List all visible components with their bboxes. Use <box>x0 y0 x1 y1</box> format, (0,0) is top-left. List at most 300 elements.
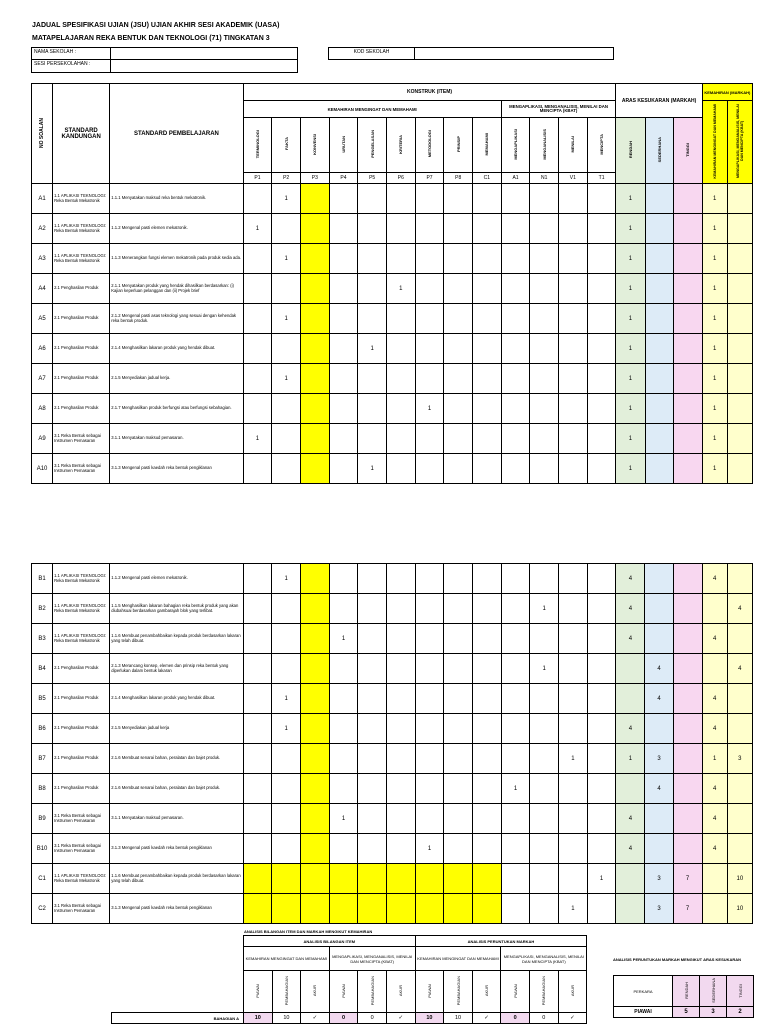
construct-cell <box>301 774 330 804</box>
aras-rendah-cell <box>616 774 645 804</box>
construct-cell <box>559 564 588 594</box>
aras-sederhana-cell <box>645 214 673 244</box>
construct-cell <box>473 834 502 864</box>
construct-cell <box>444 334 473 364</box>
aras-col-label: TINGGI <box>685 142 691 157</box>
construct-cell <box>301 654 330 684</box>
standard-kandungan-cell: 2.1 Penghasilan Produk <box>53 274 110 304</box>
standard-kandungan-cell: 1.1 APLIKASI TEKNOLOGI: Reka Bentuk Mekatronik <box>53 624 110 654</box>
construct-cell <box>530 864 559 894</box>
construct-cell <box>473 864 502 894</box>
construct-cell <box>272 274 301 304</box>
construct-cell <box>415 774 444 804</box>
construct-cell <box>387 834 416 864</box>
construct-cell <box>587 654 616 684</box>
question-number: B9 <box>32 804 53 834</box>
construct-cell <box>358 684 387 714</box>
table-row <box>32 864 753 894</box>
construct-cell <box>530 454 559 484</box>
construct-cell <box>387 804 416 834</box>
kemahiran-col-header <box>702 101 727 184</box>
construct-cell <box>501 714 530 744</box>
construct-cell <box>387 454 416 484</box>
aras-rendah-cell: 4 <box>616 594 645 624</box>
table-row <box>32 274 753 304</box>
construct-cell <box>501 334 530 364</box>
construct-cell <box>587 454 616 484</box>
kemahiran-kbat-cell <box>727 184 752 214</box>
standard-kandungan-cell: 2.1 Penghasilan Produk <box>53 334 110 364</box>
table-row <box>32 184 753 214</box>
kemahiran-lots-cell: 4 <box>702 564 727 594</box>
analysis-sub-header <box>272 971 301 1013</box>
construct-cell <box>300 424 329 454</box>
construct-cell <box>358 804 387 834</box>
standard-kandungan-cell: 2.1 Penghasilan Produk <box>53 714 110 744</box>
standard-kandungan-cell: 1.1 APLIKASI TEKNOLOGI: Reka Bentuk Mekatronik <box>53 594 110 624</box>
difficulty-analysis-table <box>613 975 754 1018</box>
construct-cell: 1 <box>358 334 387 364</box>
piawai-rendah: 5 <box>673 1007 700 1018</box>
construct-code: T1 <box>587 173 616 184</box>
analysis-value: 0 <box>358 1013 387 1024</box>
construct-cell <box>300 304 329 334</box>
construct-label: PRINSIP <box>455 135 461 152</box>
table-row <box>32 834 753 864</box>
analysis-sub-header <box>444 971 473 1013</box>
construct-cell <box>301 564 330 594</box>
construct-cell <box>415 304 444 334</box>
construct-cell <box>243 364 272 394</box>
standard-kandungan-cell: 1.1 APLIKASI TEKNOLOGI: Reka Bentuk Mekatronik <box>53 564 110 594</box>
school-code-field[interactable] <box>416 48 613 59</box>
table-row <box>32 394 753 424</box>
standard-kandungan-cell: 3.1 Reka Bentuk sebagai Instrumen Pemasaran <box>53 424 110 454</box>
construct-label: METODOLOGI <box>427 130 432 158</box>
aras-sederhana-cell <box>645 424 673 454</box>
aras-rendah-cell: 1 <box>616 184 645 214</box>
construct-cell <box>501 304 530 334</box>
perkara-header: PERKARA <box>614 976 673 1007</box>
construct-header <box>358 118 387 173</box>
construct-cell <box>243 244 272 274</box>
construct-cell <box>559 394 588 424</box>
aras-sederhana-cell <box>645 454 673 484</box>
piawai-tinggi: 2 <box>727 1007 754 1018</box>
construct-cell <box>473 804 502 834</box>
question-number: A7 <box>32 364 53 394</box>
aras-tinggi-cell <box>673 594 702 624</box>
construct-cell <box>587 744 616 774</box>
construct-header <box>587 118 616 173</box>
standard-pembelajaran-cell: 2.1.6 Membuat senarai bahan, peralatan dan bajet produk. <box>110 774 243 804</box>
aras-tinggi-cell <box>673 394 702 424</box>
construct-cell: 1 <box>272 304 301 334</box>
construct-code: P4 <box>329 173 358 184</box>
construct-cell: 1 <box>329 624 358 654</box>
construct-cell <box>444 244 473 274</box>
aras-tinggi-cell <box>673 834 702 864</box>
construct-cell <box>444 424 473 454</box>
kemahiran-col-label: MENGAPLIKASI, MENGANALISIS, MENILAI DAN MENCIPTA (KBAT) <box>735 104 744 178</box>
analysis-sub-header <box>530 971 559 1013</box>
kemahiran-kbat-cell <box>727 714 752 744</box>
construct-cell <box>272 774 301 804</box>
construct-cell <box>358 894 387 924</box>
construct-cell <box>415 894 444 924</box>
construct-cell <box>358 244 387 274</box>
construct-cell <box>272 894 301 924</box>
construct-cell <box>444 364 473 394</box>
construct-cell: 1 <box>243 214 272 244</box>
analysis-sub-label: PEMBAHAGIAN <box>283 976 289 1006</box>
construct-cell <box>530 244 559 274</box>
construct-cell <box>587 394 616 424</box>
table-row <box>32 624 753 654</box>
construct-cell <box>243 624 272 654</box>
construct-cell <box>243 864 272 894</box>
construct-cell <box>358 654 387 684</box>
construct-cell <box>329 334 358 364</box>
mark-kbat-header: MENGAPLIKASI, MENGANALISIS, MENILAI DAN MENCIPTA (KBAT) <box>501 947 587 971</box>
kemahiran-lots-cell: 1 <box>702 394 727 424</box>
construct-cell <box>559 864 588 894</box>
aras-col-label: RENDAH <box>627 140 633 159</box>
construct-cell <box>473 214 502 244</box>
construct-label: MENGANALISIS <box>541 128 547 160</box>
construct-cell <box>473 274 502 304</box>
construct-cell <box>473 594 502 624</box>
construct-cell <box>444 624 473 654</box>
standard-pembelajaran-header: STANDARD PEMBELAJARAN <box>110 84 243 184</box>
construct-cell <box>415 334 444 364</box>
aras-rendah-cell: 1 <box>616 244 645 274</box>
construct-cell <box>530 214 559 244</box>
construct-cell: 1 <box>587 864 616 894</box>
construct-cell <box>587 274 616 304</box>
construct-cell <box>272 394 301 424</box>
construct-cell <box>587 684 616 714</box>
analysis-sub-label: PEMBAHAGIAN <box>455 976 461 1006</box>
construct-cell: 1 <box>387 274 416 304</box>
construct-cell <box>272 804 301 834</box>
construct-cell <box>587 834 616 864</box>
aras-tinggi-cell <box>673 304 702 334</box>
table-row <box>32 364 753 394</box>
construct-cell <box>559 684 588 714</box>
construct-cell <box>530 774 559 804</box>
construct-cell <box>358 304 387 334</box>
construct-cell <box>444 894 473 924</box>
aras-tinggi-cell <box>673 804 702 834</box>
aras-tinggi-cell: 7 <box>673 864 702 894</box>
kemahiran-lots-cell: 1 <box>702 214 727 244</box>
session-label: SESI PERSEKOLAHAN : <box>32 60 111 72</box>
aras-rendah-cell: 4 <box>616 714 645 744</box>
construct-label: URUTAN <box>340 135 346 153</box>
construct-cell <box>473 894 502 924</box>
kemahiran-lots-cell: 4 <box>702 834 727 864</box>
construct-label: TERMINOLOGI <box>254 129 260 159</box>
standard-kandungan-header: STANDARD KANDUNGAN <box>53 84 110 184</box>
question-number: B10 <box>32 834 53 864</box>
construct-cell <box>501 804 530 834</box>
construct-code: N1 <box>530 173 559 184</box>
aras-sederhana-cell <box>645 624 673 654</box>
construct-cell <box>473 334 502 364</box>
aras-sederhana-cell: 4 <box>645 684 673 714</box>
construct-cell <box>473 364 502 394</box>
construct-code: P7 <box>415 173 444 184</box>
construct-cell <box>473 714 502 744</box>
construct-cell <box>587 714 616 744</box>
standard-kandungan-cell: 1.1 APLIKASI TEKNOLOGI: Reka Bentuk Mekatronik <box>53 184 110 214</box>
construct-cell <box>301 594 330 624</box>
construct-cell <box>501 894 530 924</box>
construct-cell <box>387 394 416 424</box>
construct-cell: 1 <box>559 894 588 924</box>
skill-analysis-table <box>111 935 587 1024</box>
construct-cell <box>501 684 530 714</box>
construct-cell <box>272 334 301 364</box>
table-row <box>32 804 753 834</box>
analysis-sub-header <box>415 971 444 1013</box>
analysis-sub-label: AKUR <box>398 985 404 997</box>
aras-tinggi-cell <box>673 624 702 654</box>
construct-cell <box>301 744 330 774</box>
analysis-value: 10 <box>272 1013 301 1024</box>
question-number: A3 <box>32 244 53 274</box>
construct-cell <box>415 594 444 624</box>
construct-cell <box>243 774 272 804</box>
construct-cell: 1 <box>530 654 559 684</box>
construct-cell <box>415 364 444 394</box>
construct-cell <box>501 834 530 864</box>
construct-cell: 1 <box>272 564 301 594</box>
construct-cell: 1 <box>272 684 301 714</box>
school-name-field[interactable] <box>112 48 297 59</box>
construct-label: FAKTA <box>283 137 289 151</box>
construct-cell <box>559 424 588 454</box>
analysis-value: 0 <box>329 1013 358 1024</box>
construct-cell <box>530 334 559 364</box>
construct-cell <box>530 424 559 454</box>
construct-cell <box>587 804 616 834</box>
standard-pembelajaran-cell: 3.1.1 Menyatakan maksud pemasaran. <box>110 804 243 834</box>
table-row <box>32 214 753 244</box>
aras-sederhana-cell <box>645 304 673 334</box>
construct-cell <box>272 424 301 454</box>
table-row <box>32 424 753 454</box>
construct-cell <box>272 654 301 684</box>
construct-cell <box>444 684 473 714</box>
construct-cell <box>243 334 272 364</box>
kemahiran-lots-cell: 1 <box>702 454 727 484</box>
construct-cell <box>300 334 329 364</box>
construct-cell <box>329 244 358 274</box>
table-row <box>32 774 753 804</box>
construct-cell <box>473 684 502 714</box>
aras-sederhana-cell: 3 <box>645 744 673 774</box>
kemahiran-kbat-cell <box>727 624 752 654</box>
session-field[interactable] <box>112 60 297 72</box>
aras-sederhana-cell <box>645 564 673 594</box>
construct-cell <box>329 744 358 774</box>
standard-pembelajaran-cell: 1.1.2 Mengenal pasti elemen mekatronik. <box>110 564 243 594</box>
construct-cell <box>243 564 272 594</box>
kemahiran-mengingat-header: KEMAHIRAN MENGINGAT DAN MEMAHAMI <box>243 101 501 118</box>
construct-cell <box>358 424 387 454</box>
analysis-value: 10 <box>415 1013 444 1024</box>
construct-cell <box>530 834 559 864</box>
construct-cell <box>559 454 588 484</box>
kbat-header: MENGAPLIKASI, MENGANALISIS, MENILAI DAN MENCIPTA (KBAT) <box>501 101 616 118</box>
construct-cell <box>444 214 473 244</box>
session-box <box>31 60 298 73</box>
construct-cell <box>587 364 616 394</box>
construct-cell <box>243 834 272 864</box>
aras-tinggi-cell <box>673 654 702 684</box>
construct-label: MENGAPLIKASI <box>513 128 519 160</box>
aras-sederhana-cell <box>645 244 673 274</box>
question-number: A10 <box>32 454 53 484</box>
construct-cell <box>587 184 616 214</box>
construct-cell <box>243 394 272 424</box>
standard-pembelajaran-cell: 3.1.3 Mengenal pasti kaedah reka bentuk pengiklanan <box>110 834 243 864</box>
table-row <box>32 594 753 624</box>
construct-cell <box>415 864 444 894</box>
construct-cell <box>501 244 530 274</box>
construct-cell <box>587 304 616 334</box>
question-number: A1 <box>32 184 53 214</box>
construct-cell <box>272 624 301 654</box>
construct-code: P3 <box>300 173 329 184</box>
construct-cell <box>243 804 272 834</box>
construct-cell <box>300 184 329 214</box>
construct-cell <box>530 894 559 924</box>
construct-header <box>329 118 358 173</box>
kemahiran-lots-cell: 4 <box>702 714 727 744</box>
aras-sederhana-cell <box>645 804 673 834</box>
kemahiran-kbat-cell <box>727 564 752 594</box>
mark-allocation-header: ANALISIS PERUNTUKAN MARKAH <box>415 936 587 947</box>
aras-col-label: SEDERHANA <box>656 136 662 163</box>
analysis-sub-label: PIAWAI <box>512 984 518 998</box>
construct-cell <box>501 424 530 454</box>
construct-cell <box>358 364 387 394</box>
standard-pembelajaran-cell: 2.1.2 Mengenal pasti asas teknologi yang sesuai dengan kehendak reka bentuk produk. <box>110 304 243 334</box>
aras-tinggi-header: TINGGI <box>737 983 743 998</box>
kemahiran-lots-cell: 1 <box>702 184 727 214</box>
aras-rendah-cell: 4 <box>616 564 645 594</box>
construct-cell <box>387 334 416 364</box>
construct-cell <box>329 594 358 624</box>
construct-cell <box>387 214 416 244</box>
construct-cell <box>243 894 272 924</box>
construct-header <box>501 118 530 173</box>
aras-tinggi-cell <box>673 274 702 304</box>
construct-cell <box>587 244 616 274</box>
kemahiran-lots-cell <box>702 864 727 894</box>
question-number: B7 <box>32 744 53 774</box>
aras-rendah-cell: 1 <box>616 334 645 364</box>
construct-cell <box>301 834 330 864</box>
kemahiran-kbat-cell: 10 <box>727 894 752 924</box>
aras-sederhana-cell <box>645 334 673 364</box>
construct-code: P5 <box>358 173 387 184</box>
standard-pembelajaran-cell: 1.1.1 Menyatakan maksud reka bentuk mekatronik. <box>110 184 243 214</box>
construct-cell <box>444 714 473 744</box>
standard-kandungan-cell: 3.1 Reka Bentuk sebagai Instrumen Pemasaran <box>53 454 110 484</box>
aras-tinggi-cell <box>673 744 702 774</box>
construct-cell <box>300 214 329 244</box>
kemahiran-kbat-cell <box>727 334 752 364</box>
construct-cell <box>329 454 358 484</box>
kemahiran-kbat-cell <box>727 684 752 714</box>
construct-cell <box>444 594 473 624</box>
aras-tinggi-cell <box>673 454 702 484</box>
kemahiran-lots-cell: 1 <box>702 334 727 364</box>
aras-rendah-cell: 4 <box>616 834 645 864</box>
analysis-sub-label: PIAWAI <box>255 984 261 998</box>
construct-cell <box>243 274 272 304</box>
standard-pembelajaran-cell: 2.1.6 Membuat senarai bahan, peralatan dan bajet produk. <box>110 744 243 774</box>
standard-kandungan-cell: 2.1 Penghasilan Produk <box>53 364 110 394</box>
construct-cell <box>387 684 416 714</box>
question-number: B8 <box>32 774 53 804</box>
kemahiran-kbat-cell <box>727 304 752 334</box>
construct-cell <box>530 184 559 214</box>
construct-cell <box>501 594 530 624</box>
kemahiran-lots-cell: 4 <box>702 684 727 714</box>
aras-tinggi-cell <box>673 564 702 594</box>
construct-cell <box>530 714 559 744</box>
analysis-sub-header <box>301 971 330 1013</box>
construct-cell <box>444 184 473 214</box>
kemahiran-lots-cell: 1 <box>702 304 727 334</box>
construct-cell <box>358 274 387 304</box>
construct-cell <box>530 804 559 834</box>
construct-cell <box>300 244 329 274</box>
construct-header <box>243 118 272 173</box>
construct-cell <box>530 364 559 394</box>
aras-col-header <box>616 118 645 184</box>
analysis-sub-label: PEMBAHAGIAN <box>369 976 375 1006</box>
construct-cell <box>530 624 559 654</box>
construct-label: MENILAI <box>570 135 576 153</box>
construct-cell <box>329 214 358 244</box>
aras-rendah-cell <box>616 894 645 924</box>
construct-cell <box>387 304 416 334</box>
construct-cell <box>358 864 387 894</box>
construct-cell <box>243 594 272 624</box>
question-number: A8 <box>32 394 53 424</box>
construct-cell <box>301 714 330 744</box>
table-row <box>32 684 753 714</box>
standard-pembelajaran-cell: 2.1.4 Menghasilkan lakaran produk yang hendak dibuat. <box>110 334 243 364</box>
construct-code: P6 <box>387 173 416 184</box>
construct-cell: 1 <box>243 424 272 454</box>
kemahiran-lots-cell: 1 <box>702 424 727 454</box>
aras-col-header <box>673 118 702 184</box>
analysis-value: ✓ <box>386 1013 415 1024</box>
construct-cell <box>300 394 329 424</box>
construct-cell <box>473 394 502 424</box>
construct-cell <box>587 334 616 364</box>
construct-cell <box>329 834 358 864</box>
construct-label: KONVENSI <box>312 133 318 155</box>
construct-cell <box>473 454 502 484</box>
